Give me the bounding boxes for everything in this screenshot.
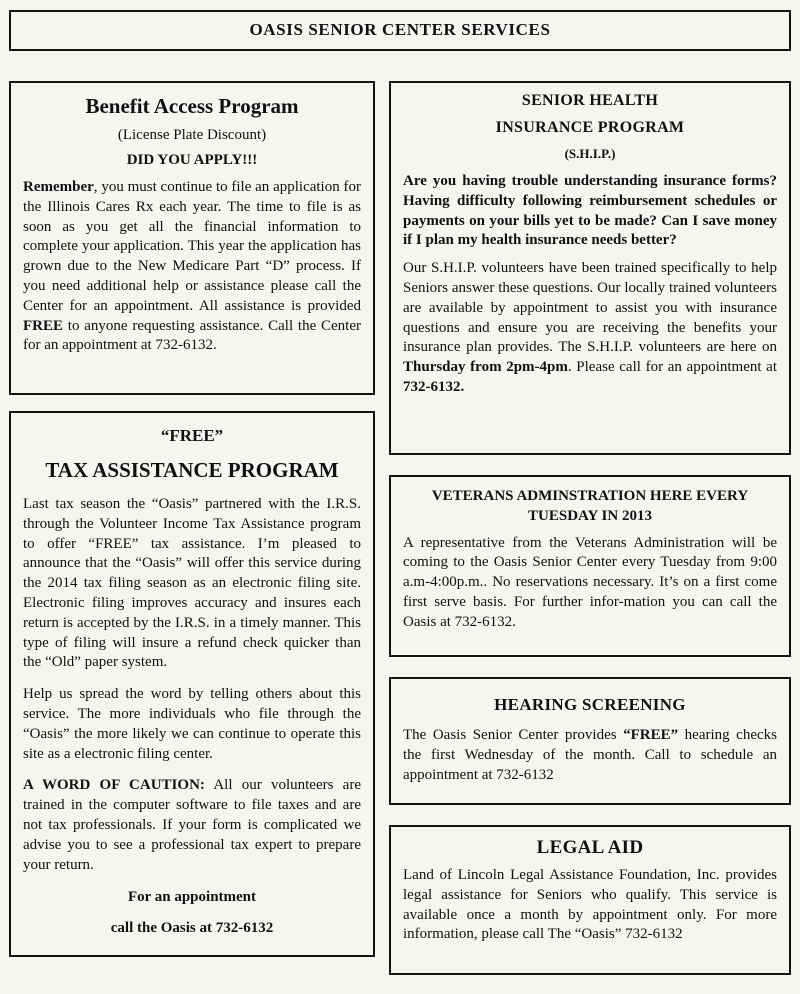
page-title: OASIS SENIOR CENTER SERVICES [249, 20, 551, 39]
benefit-access-section [9, 81, 375, 395]
tax-caution-text: All our volunteers are trained in the computer software to file taxes and are not tax professionals. If your form is complicated we advise you to see a professional tax expert to prepare your return. [23, 777, 361, 873]
veterans-title-line-1: VETERANS ADMINSTRATION HERE EVERY [431, 488, 749, 504]
left-column [9, 81, 375, 957]
page-header-box [9, 10, 791, 51]
hearing-body [403, 726, 777, 785]
benefit-body-seg-0: Remember [23, 179, 94, 195]
tax-caution-label: A WORD OF CAUTION: [23, 777, 205, 794]
ship-title-line-1: SENIOR HEALTH [521, 92, 659, 109]
ship-body-seg-0: Our S.H.I.P. volunteers have been trained specifically to help Seniors answer these questions. Our locally trained volunteers are available by appointment to assist you with insurance questions and ensure you are receiving the benefits your insurance plan provides. The S.H.I.P. volunteers are here on [403, 260, 777, 356]
tax-appointment-line-1: For an appointment [127, 889, 257, 906]
tax-paragraph-1: Last tax season the “Oasis” partnered with the I.R.S. through the Volunteer Income Tax Assistance program to offer “FREE” tax assistance. I’m pleased to announce that the “Oasis” will offer this service during the 2014 tax filing season as an electronic filing site. Electronic filing improves accuracy and insures each return is accepted by the I.R.S. in a timely manner. This type of filing will insure a refund check quicker than the “Old” paper system. [23, 496, 361, 671]
columns [9, 81, 791, 975]
hearing-body-seg-2: hearing checks the first Wednesday of the month. Call to schedule an appointment at 732-6132 [403, 727, 777, 783]
ship-body-seg-2: . Please call for an appointment at [567, 359, 777, 376]
benefit-title: Benefit Access Program [85, 94, 299, 118]
tax-title-program: TAX ASSISTANCE PROGRAM [45, 458, 339, 482]
benefit-body-seg-3: to anyone requesting assistance. Call the Center for an appointment at 732-6132. [23, 317, 361, 354]
hearing-body-seg-0: The Oasis Senior Center provides [403, 727, 624, 743]
ship-body-seg-1: Thursday from 2pm-4pm [403, 359, 568, 376]
benefit-body-seg-1: , you must continue to file an application for the Illinois Cares Rx each year. The time to file is as soon as you get all the financial information to complete your application. This year the application has grown due to the New Medicare Part “D” process. If you need additional help or assistance please call the Center for an appointment. All assistance is provided [23, 179, 361, 314]
benefit-subtitle: (License Plate Discount) [117, 127, 267, 143]
ship-title-line-2: INSURANCE PROGRAM [495, 119, 685, 136]
hearing-title: HEARING SCREENING [494, 695, 686, 714]
veterans-body: A representative from the Veterans Administration will be coming to the Oasis Senior Center every Tuesday from 9:00 a.m-4:00p.m.. No reservations necessary. It’s on a first come first serve basis. For further infor-mation you can call the Oasis at 732-6132. [403, 534, 777, 630]
ship-body [403, 259, 777, 398]
tax-caution-paragraph [23, 776, 361, 875]
ship-section [389, 81, 791, 455]
benefit-body-seg-2: FREE [23, 317, 64, 334]
benefit-body [23, 178, 361, 356]
legal-aid-section [389, 825, 791, 975]
tax-assistance-section [9, 411, 375, 957]
hearing-body-seg-1: “FREE” [623, 727, 679, 743]
tax-title-free: “FREE” [160, 426, 224, 445]
ship-questions: Are you having trouble understanding insurance forms? Having difficulty following reimbursement schedules or payments on your bills yet to be made? Can I save money if I plan my health insurance needs better? [403, 173, 777, 249]
right-column [389, 81, 791, 975]
veterans-section [389, 475, 791, 657]
legal-aid-body: Land of Lincoln Legal Assistance Foundation, Inc. provides legal assistance for Seniors who qualify. This service is available once a month by appointment only. For more information, please call The “Oasis” 732-6132 [403, 867, 777, 943]
tax-appointment-line-2: call the Oasis at 732-6132 [110, 920, 274, 937]
tax-paragraph-2: Help us spread the word by telling others about this service. The more individuals who file through the “Oasis” the more likely we can continue to operate this site as a electronic filing center. [23, 686, 361, 762]
ship-body-seg-3: 732-6132. [403, 378, 465, 395]
legal-aid-title: LEGAL AID [536, 837, 644, 858]
hearing-screening-section [389, 677, 791, 805]
ship-title-acronym: (S.H.I.P.) [564, 146, 616, 161]
benefit-did-you-apply: DID YOU APPLY!!! [126, 152, 258, 168]
veterans-title-line-2: TUESDAY IN 2013 [528, 508, 652, 525]
